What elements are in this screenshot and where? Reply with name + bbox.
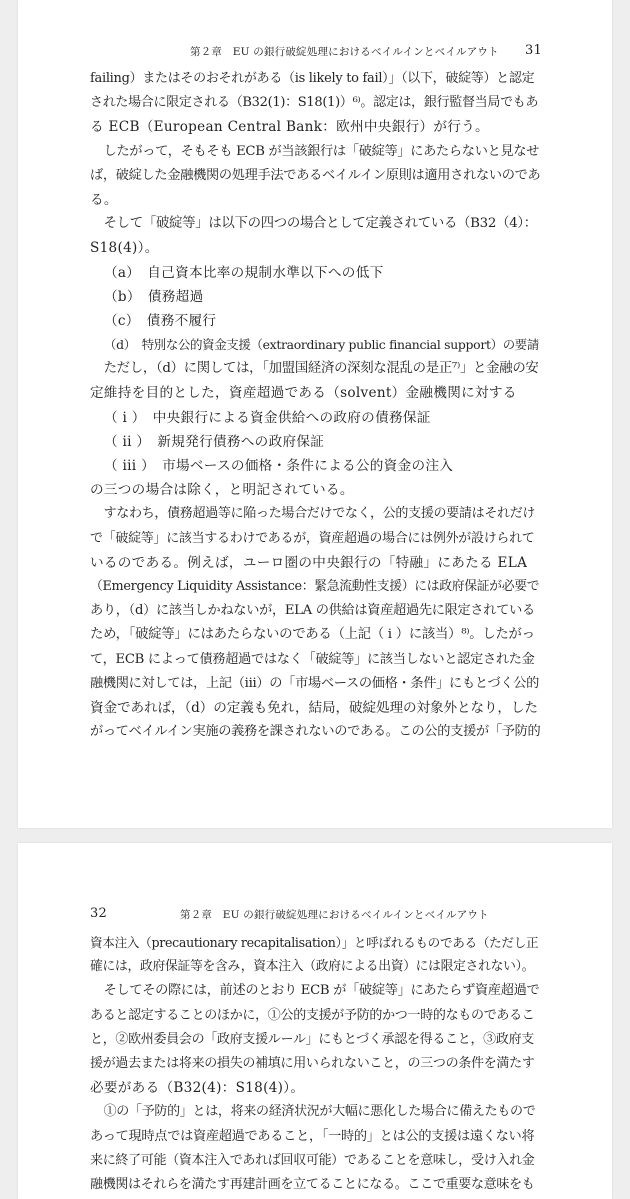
text-line: の三つの場合は除く，と明記されている。 xyxy=(90,482,354,499)
text-line: あって現時点では資産超過であること，「一時的」とは公的支援は遠くない将 xyxy=(90,1128,535,1144)
text-line: 来に終了可能（資本注入であれば回収可能）であることを意味し，受け入れ金 xyxy=(90,1152,535,1168)
text-line: る ECB（European Central Bank：欧州中央銀行）が行う。 xyxy=(90,119,489,136)
page-body xyxy=(90,67,540,744)
running-title: 第２章 EU の銀行破綻処理におけるベイルインとベイルアウト xyxy=(190,46,499,58)
text-line: と，②欧州委員会の「政府支援ルール」にもとづく承認を得ること，③政府支 xyxy=(90,1031,534,1047)
text-line: failing）またはそのおそれがある（is likely to fail）」（以下，破綻等）と認定 xyxy=(90,71,535,86)
page-body xyxy=(90,931,540,1197)
text-line: て，ECB によって債務超過ではなく「破綻等」に該当しないと認定された金 xyxy=(90,651,535,667)
page-31 xyxy=(18,0,612,828)
text-line: 資金であれば，（d）の定義も免れ，結局，破綻処理の対象外となり，した xyxy=(90,699,538,716)
text-line: あり，（d）に該当しかねないが，ELA の供給は資産超過先に限定されている xyxy=(90,603,535,619)
list-item: （ iii ） 市場ベースの価格・条件による公的資金の注入 xyxy=(104,458,454,474)
text-line: 融機関に対しては，上記（iii）の「市場ベースの価格・条件」にもとづく公的 xyxy=(90,675,540,691)
text-line: る。 xyxy=(90,191,118,208)
text-line: ため，「破綻等」にはあたらないのである（上記（ i ）に該当）⁸⁾。したがっ xyxy=(90,627,535,643)
list-item: （c） 債務不履行 xyxy=(104,312,217,329)
list-item: （b） 債務超過 xyxy=(104,288,204,305)
text-line: そして「破綻等」は以下の四つの場合として定義されている（B32（4）： xyxy=(103,216,537,232)
text-line: 必要がある（B32(4)：S18(4)）。 xyxy=(90,1080,305,1097)
text-line: （Emergency Liquidity Assistance：緊急流動性支援）には政府保証が必要で xyxy=(90,578,540,594)
text-line: 援が過去または将来の損失の補填に用いられないこと，の三つの条件を満たす xyxy=(90,1055,535,1071)
text-line: すなわち，債務超過等に陥った場合だけでなく，公的支援の要請はそれだけ xyxy=(103,506,536,522)
text-line: ば，破綻した金融機関の処理手法であるベイルイン原則は適用されないのであ xyxy=(90,167,540,183)
text-line: された場合に限定される（B32(1)：S18(1)）⁶⁾。認定は，銀行監督当局でもあ xyxy=(90,95,539,111)
running-title: 第２章 EU の銀行破綻処理におけるベイルインとベイルアウト xyxy=(180,909,489,921)
text-line: 融機関はそれらを満たす再建計画を立てることになる。ここで重要な意味をも xyxy=(90,1176,535,1192)
text-line: で「破綻等」に該当するわけであるが，資産超過の場合には例外が設けられて xyxy=(90,530,535,546)
list-item: （d） 特別な公的資金支援（extraordinary public financial support）の要請 xyxy=(104,337,539,353)
text-line: 定維持を目的とした，資産超過である（solvent）金融機関に対する xyxy=(90,385,517,402)
list-item: （a） 自己資本比率の規制水準以下への低下 xyxy=(104,264,384,281)
text-line: 資本注入（precautionary recapitalisation）」と呼ばれるものである（ただし正 xyxy=(90,935,539,950)
text-line: 確には，政府保証等を含み，資本注入（政府による出資）には限定されない）。 xyxy=(90,959,535,975)
text-line: ①の「予防的」とは，将来の経済状況が大幅に悪化した場合に備えたもので xyxy=(103,1104,536,1120)
text-line: いるのである。例えば，ユーロ圏の中央銀行の「特融」にあたる ELA xyxy=(90,554,528,571)
page-number: 32 xyxy=(90,906,107,921)
text-line: したがって，そもそも ECB が当該銀行は「破綻等」にあたらないと見なせ xyxy=(103,143,540,159)
page-32 xyxy=(18,843,612,1199)
text-line: あると認定することのほかに，①公的支援が予防的かつ一時的なものであるこ xyxy=(90,1007,535,1023)
page-number: 31 xyxy=(525,43,542,58)
text-line: がってベイルイン実施の義務を課されないのである。この公的支援が「予防的 xyxy=(90,724,540,740)
text-line: S18(4)）。 xyxy=(90,240,159,257)
text-line: ただし，（d）に関しては，「加盟国経済の深刻な混乱の是正⁷⁾」と金融の安 xyxy=(103,361,539,377)
list-item: （ i ） 中央銀行による資金供給への政府の債務保証 xyxy=(104,409,431,426)
text-line: そしてその際には，前述のとおり ECB が「破綻等」にあたらず資産超過で xyxy=(103,983,540,999)
list-item: （ ii ） 新規発行債務への政府保証 xyxy=(104,433,325,450)
